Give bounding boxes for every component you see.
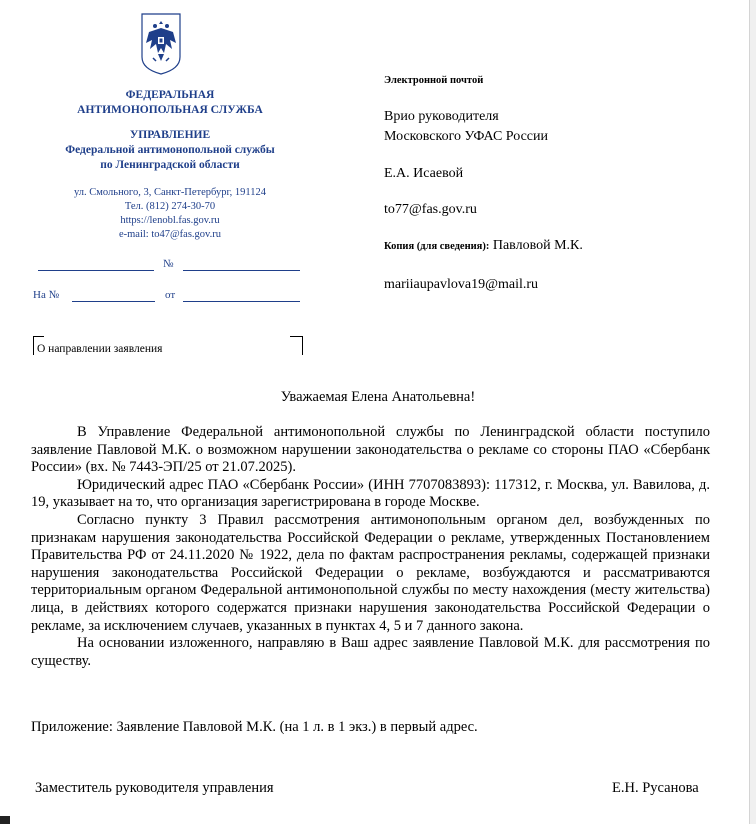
phone-number: Тел. (812) 274-30-70	[124, 201, 216, 212]
org-name-line2: АНТИМОНОПОЛЬНАЯ СЛУЖБА	[77, 104, 263, 116]
copy-email[interactable]: mariiaupavlova19@mail.ru	[384, 277, 539, 292]
recipient-organization: Московского УФАС России	[384, 129, 548, 144]
department-line2: Федеральной антимонопольной службы	[65, 144, 275, 156]
outgoing-number-line	[183, 270, 300, 271]
copy-label: Копия (для сведения):	[384, 241, 490, 252]
department-line3: по Ленинградской области	[100, 159, 240, 171]
letter-subject: О направлении заявления	[37, 343, 163, 355]
copy-name: Павловой М.К.	[492, 238, 583, 253]
org-name-line1: ФЕДЕРАЛЬНАЯ	[125, 89, 215, 101]
body-paragraph-4: На основании изложенного, направляю в Ваш адрес заявление Павловой М.К. для рассмотрения по существу.	[31, 635, 710, 669]
body-paragraph-3: Согласно пункту 3 Правил рассмотрения антимонопольным органом дел, возбужденных по признакам нарушения законодательства Российской Федерации о рекламе, утвержденных Постановлением Правительства РФ от 24.11.2020 № 1922, дела по фактам распространения рекламы, содержащей признаки нарушения законодательства Российской Федерации о рекламе, возбуждаются и рассматриваются территориальным органом Федеральной антимонопольной службы по месту нахождения (месту жительства) лица, в действиях которого содержатся признаки нарушения законодательства Российской Федерации о рекламе, за исключением случаев, указанных в пунктах 4, 5 и 7 данного закона.	[31, 511, 710, 634]
signer-position: Заместитель руководителя управления	[35, 780, 274, 796]
delivery-method: Электронной почтой	[384, 75, 484, 86]
recipient-name: Е.А. Исаевой	[384, 166, 464, 181]
org-name	[40, 88, 300, 118]
incoming-date-label: от	[165, 289, 176, 301]
letter-body	[31, 424, 710, 670]
incoming-date-line	[183, 301, 300, 302]
corner-mark	[0, 816, 10, 824]
recipient-position: Врио руководителя	[384, 109, 499, 124]
recipient-email[interactable]: to77@fas.gov.ru	[384, 202, 477, 217]
outgoing-number-label: №	[163, 258, 174, 270]
page-edge	[749, 0, 756, 824]
contact-email[interactable]: e-mail: to47@fas.gov.ru	[118, 229, 221, 240]
salutation: Уважаемая Елена Анатольевна!	[280, 389, 476, 405]
recipient-title	[384, 107, 548, 147]
appendix-note: Приложение: Заявление Павловой М.К. (на 1 л. в 1 экз.) в первый адрес.	[31, 719, 478, 735]
website-link[interactable]: https://lenobl.fas.gov.ru	[120, 215, 220, 226]
coat-of-arms-icon	[141, 13, 181, 75]
copy-line	[384, 236, 583, 257]
incoming-number-line	[72, 301, 155, 302]
outgoing-date-line	[38, 270, 154, 271]
signer-name: Е.Н. Русанова	[612, 780, 699, 796]
department-name	[40, 128, 300, 173]
body-paragraph-1: В Управление Федеральной антимонопольной службы по Ленинградской области поступило заявление Павловой М.К. о возможном нарушении законодательства о рекламе со стороны ПАО «Сбербанк России» (вх. № 7443-ЭП/25 от 21.07.2025).	[31, 424, 710, 476]
contact-block	[40, 186, 300, 242]
department-line1: УПРАВЛЕНИЕ	[129, 129, 211, 141]
subject-bracket-right	[290, 336, 303, 355]
postal-address: ул. Смольного, 3, Санкт-Петербург, 191124	[74, 187, 266, 198]
body-paragraph-2: Юридический адрес ПАО «Сбербанк России» (ИНН 7707083893): 117312, г. Москва, ул. Вавилова, д. 19, указывает на то, что организация зарегистрирована в городе Москве.	[31, 476, 710, 511]
incoming-number-label: На №	[33, 289, 60, 301]
